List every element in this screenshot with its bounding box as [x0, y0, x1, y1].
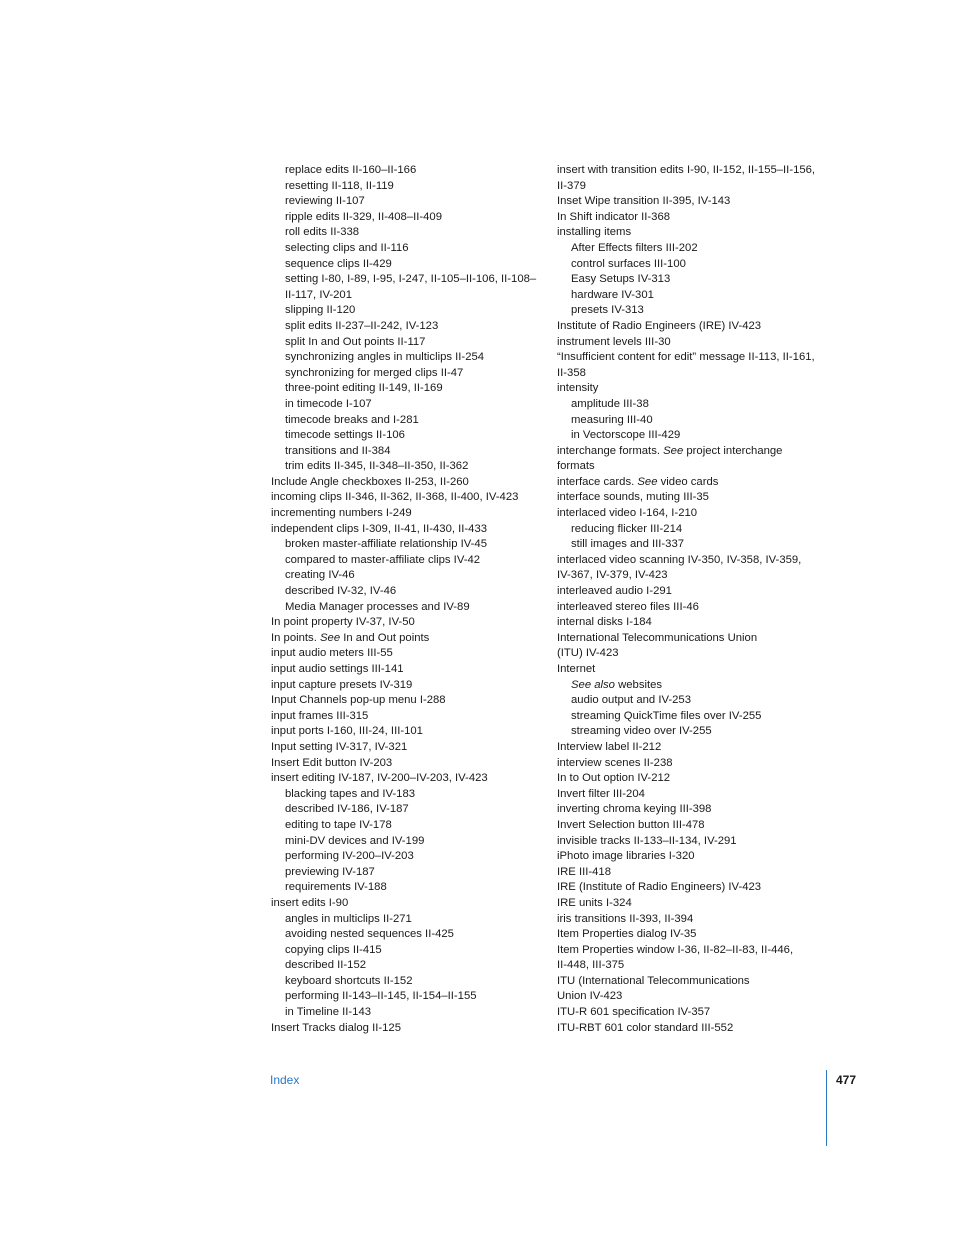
entry-text: blacking tapes and IV-183 — [285, 787, 416, 800]
index-subentry — [557, 241, 837, 257]
entry-text: instrument levels III-30 — [557, 335, 671, 348]
index-subentry — [271, 272, 551, 288]
entry-text: intensity — [557, 382, 599, 395]
index-subentry — [271, 958, 551, 974]
index-subentry — [271, 257, 551, 273]
see-reference: See — [320, 631, 341, 644]
entry-text: described II-152 — [285, 959, 367, 972]
entry-text: performing II-143–II-145, II-154–II-155 — [285, 990, 477, 1003]
see-reference: See also — [571, 678, 615, 691]
entry-text: In point property IV-37, IV-50 — [271, 616, 415, 629]
index-entry — [557, 194, 837, 210]
index-entry — [271, 1021, 551, 1037]
index-subentry — [557, 724, 837, 740]
index-entry — [557, 802, 837, 818]
entry-text: Union IV-423 — [557, 990, 623, 1003]
entry-text: synchronizing for merged clips II-47 — [285, 366, 464, 379]
entry-text: (ITU) IV-423 — [557, 647, 619, 660]
entry-text: In Shift indicator II-368 — [557, 210, 671, 223]
index-subentry — [557, 257, 837, 273]
entry-text: II-358 — [557, 366, 586, 379]
index-entry — [557, 865, 837, 881]
entry-text: internal disks I-184 — [557, 616, 652, 629]
entry-text: In points. — [271, 631, 317, 644]
entry-text: inverting chroma keying III-398 — [557, 803, 712, 816]
entry-text: reviewing II-107 — [285, 195, 365, 208]
index-subentry — [271, 584, 551, 600]
entry-text: copying clips II-415 — [285, 943, 382, 956]
entry-text: insert editing IV-187, IV-200–IV-203, IV-423 — [271, 772, 488, 785]
index-entry — [557, 319, 837, 335]
entry-text: After Effects filters III-202 — [571, 241, 698, 254]
index-entry — [557, 787, 837, 803]
index-entry — [557, 459, 837, 475]
index-subentry — [271, 989, 551, 1005]
index-entry — [271, 506, 551, 522]
index-subentry — [557, 272, 837, 288]
index-subentry — [557, 413, 837, 429]
entry-text: replace edits II-160–II-166 — [285, 164, 417, 176]
index-subentry — [271, 428, 551, 444]
index-subentry — [271, 927, 551, 943]
index-entry — [271, 490, 551, 506]
index-entry — [557, 631, 837, 647]
index-entry — [557, 740, 837, 756]
see-target: In and Out points — [340, 631, 430, 644]
entry-text: input frames III-315 — [271, 709, 369, 722]
index-entry — [557, 818, 837, 834]
entry-text: interface sounds, muting III-35 — [557, 491, 709, 504]
entry-text: interleaved audio I-291 — [557, 585, 672, 598]
entry-text: in Vectorscope III-429 — [571, 429, 681, 442]
index-entry — [271, 771, 551, 787]
entry-text: setting I-80, I-89, I-95, I-247, II-105–II-106, II-108– — [285, 273, 537, 286]
index-subentry — [271, 1005, 551, 1021]
index-subentry — [271, 459, 551, 475]
entry-text: three-point editing II-149, II-169 — [285, 382, 443, 395]
entry-text: IRE III-418 — [557, 865, 611, 878]
entry-text: split edits II-237–II-242, IV-123 — [285, 319, 439, 332]
entry-text: installing items — [557, 226, 632, 239]
index-subentry — [271, 288, 551, 304]
index-subentry — [271, 943, 551, 959]
entry-text: Inset Wipe transition II-395, IV-143 — [557, 195, 731, 208]
entry-text: still images and III-337 — [571, 538, 685, 551]
index-subentry — [271, 568, 551, 584]
index-entry — [557, 974, 837, 990]
entry-text: input audio meters III-55 — [271, 647, 393, 660]
entry-text: mini-DV devices and IV-199 — [285, 834, 425, 847]
entry-text: audio output and IV-253 — [571, 694, 691, 707]
index-entry — [557, 912, 837, 928]
entry-text: roll edits II-338 — [285, 226, 360, 239]
entry-text: independent clips I-309, II-41, II-430, II-433 — [271, 522, 488, 535]
page-number: 477 — [836, 1073, 857, 1087]
entry-text: iris transitions II-393, II-394 — [557, 912, 694, 925]
entry-text: Institute of Radio Engineers (IRE) IV-423 — [557, 319, 762, 332]
entry-text: split In and Out points II-117 — [285, 335, 426, 348]
index-subentry — [271, 225, 551, 241]
index-subentry — [271, 912, 551, 928]
entry-text: Interview label II-212 — [557, 740, 662, 753]
entry-text: Media Manager processes and IV-89 — [285, 600, 470, 613]
index-entry — [557, 444, 837, 460]
entry-text: Invert filter III-204 — [557, 787, 645, 800]
index-subentry — [557, 428, 837, 444]
index-subentry — [271, 553, 551, 569]
index-column-right — [557, 163, 837, 1036]
index-entry — [557, 568, 837, 584]
index-entry — [557, 163, 837, 179]
index-subentry — [271, 179, 551, 195]
entry-text: amplitude III-38 — [571, 397, 649, 410]
entry-text: broken master-affiliate relationship IV-45 — [285, 538, 487, 551]
index-column-left — [271, 163, 551, 1036]
entry-text: International Telecommunications Union — [557, 631, 758, 644]
index-entry — [557, 896, 837, 912]
entry-text: incoming clips II-346, II-362, II-368, II-400, IV-423 — [271, 491, 519, 504]
index-entry — [271, 678, 551, 694]
index-entry — [557, 490, 837, 506]
entry-text: Input Channels pop-up menu I-288 — [271, 694, 446, 707]
index-subentry — [271, 974, 551, 990]
entry-text: streaming QuickTime files over IV-255 — [571, 709, 762, 722]
index-subentry — [271, 366, 551, 382]
index-subentry — [557, 693, 837, 709]
index-entry — [557, 880, 837, 896]
entry-text: creating IV-46 — [285, 569, 355, 582]
entry-text: timecode breaks and I-281 — [285, 413, 419, 426]
index-subentry — [271, 834, 551, 850]
entry-text: synchronizing angles in multiclips II-254 — [285, 351, 485, 364]
index-subentry — [271, 397, 551, 413]
entry-text: angles in multiclips II-271 — [285, 912, 412, 925]
index-entry — [271, 615, 551, 631]
index-subentry — [271, 444, 551, 460]
index-subentry — [271, 849, 551, 865]
entry-text: timecode settings II-106 — [285, 429, 405, 442]
index-subentry — [271, 210, 551, 226]
entry-text: control surfaces III-100 — [571, 257, 686, 270]
see-reference: See — [663, 444, 684, 457]
footer-section-label: Index — [270, 1073, 300, 1087]
entry-text: interview scenes II-238 — [557, 756, 673, 769]
entry-text: hardware IV-301 — [571, 288, 654, 301]
index-entry — [557, 958, 837, 974]
entry-text: slipping II-120 — [285, 304, 356, 317]
index-subentry — [557, 303, 837, 319]
index-entry — [557, 646, 837, 662]
index-entry — [557, 989, 837, 1005]
index-entry — [557, 615, 837, 631]
index-subentry — [271, 381, 551, 397]
index-subentry — [557, 709, 837, 725]
index-entry — [557, 927, 837, 943]
index-entry — [557, 366, 837, 382]
entry-text: ripple edits II-329, II-408–II-409 — [285, 210, 442, 223]
index-entry — [271, 693, 551, 709]
see-reference: See — [637, 475, 658, 488]
index-entry — [271, 631, 551, 647]
entry-text: formats — [557, 460, 595, 473]
index-entry — [557, 584, 837, 600]
index-entry — [557, 475, 837, 491]
entry-text: input audio settings III-141 — [271, 663, 404, 675]
see-target: video cards — [657, 475, 719, 488]
entry-text: insert edits I-90 — [271, 896, 349, 909]
entry-text: keyboard shortcuts II-152 — [285, 974, 413, 987]
entry-text: performing IV-200–IV-203 — [285, 850, 414, 863]
entry-text: input ports I-160, III-24, III-101 — [271, 725, 423, 738]
entry-text: Include Angle checkboxes II-253, II-260 — [271, 475, 469, 488]
index-entry — [557, 506, 837, 522]
index-entry — [557, 179, 837, 195]
index-entry — [557, 849, 837, 865]
entry-text: Insert Edit button IV-203 — [271, 756, 393, 769]
entry-text: sequence clips II-429 — [285, 257, 392, 270]
entry-text: insert with transition edits I-90, II-152, II-155–II-156, — [557, 164, 816, 176]
see-target: project interchange — [683, 444, 783, 457]
entry-text: described IV-32, IV-46 — [285, 585, 397, 598]
entry-text: incrementing numbers I-249 — [271, 507, 412, 520]
entry-text: interchange formats. — [557, 444, 660, 457]
entry-text: input capture presets IV-319 — [271, 678, 413, 691]
entry-text: Item Properties dialog IV-35 — [557, 928, 697, 941]
index-subentry — [271, 413, 551, 429]
entry-text: compared to master-affiliate clips IV-42 — [285, 553, 481, 566]
entry-text: ITU (International Telecommunications — [557, 974, 750, 987]
index-entry — [271, 709, 551, 725]
index-subentry — [557, 397, 837, 413]
index-entry — [557, 210, 837, 226]
index-entry — [557, 771, 837, 787]
index-entry — [271, 522, 551, 538]
index-entry — [557, 756, 837, 772]
index-entry — [271, 662, 551, 678]
index-entry — [271, 896, 551, 912]
entry-text: transitions and II-384 — [285, 444, 391, 457]
entry-text: requirements IV-188 — [285, 881, 387, 894]
entry-text: In to Out option IV-212 — [557, 772, 671, 785]
entry-text: Item Properties window I-36, II-82–II-83, II-446, — [557, 943, 794, 956]
index-entry — [557, 600, 837, 616]
entry-text: IV-367, IV-379, IV-423 — [557, 569, 668, 582]
index-entry — [557, 1021, 837, 1037]
index-subentry — [271, 241, 551, 257]
entry-text: “Insufficient content for edit” message II-113, II-161, — [557, 351, 815, 364]
see-target: websites — [614, 678, 663, 691]
index-entry — [271, 724, 551, 740]
index-subentry — [271, 335, 551, 351]
index-entry — [557, 834, 837, 850]
index-entry — [271, 740, 551, 756]
index-subentry — [271, 163, 551, 179]
entry-text: editing to tape IV-178 — [285, 818, 392, 831]
entry-text: Insert Tracks dialog II-125 — [271, 1021, 401, 1034]
entry-text: described IV-186, IV-187 — [285, 803, 409, 816]
index-entry — [271, 475, 551, 491]
entry-text: II-117, IV-201 — [285, 288, 352, 301]
entry-text: IRE units I-324 — [557, 896, 632, 909]
index-entry — [557, 662, 837, 678]
index-entry — [271, 756, 551, 772]
index-entry — [557, 350, 837, 366]
entry-text: previewing IV-187 — [285, 865, 375, 878]
entry-text: iPhoto image libraries I-320 — [557, 850, 695, 863]
entry-text: interlaced video I-164, I-210 — [557, 507, 698, 520]
index-entry — [557, 225, 837, 241]
index-subentry — [271, 303, 551, 319]
entry-text: II-448, III-375 — [557, 959, 625, 972]
index-entry — [557, 553, 837, 569]
entry-text: II-379 — [557, 179, 586, 192]
index-entry — [557, 1005, 837, 1021]
entry-text: invisible tracks II-133–II-134, IV-291 — [557, 834, 737, 847]
footer-divider — [826, 1070, 827, 1146]
entry-text: in Timeline II-143 — [285, 1006, 372, 1019]
entry-text: Easy Setups IV-313 — [571, 273, 671, 286]
index-entry — [557, 335, 837, 351]
index-subentry — [271, 194, 551, 210]
entry-text: resetting II-118, II-119 — [285, 179, 394, 192]
index-subentry — [271, 802, 551, 818]
entry-text: Input setting IV-317, IV-321 — [271, 740, 408, 753]
index-subentry — [271, 319, 551, 335]
entry-text: measuring III-40 — [571, 413, 653, 426]
index-entry — [557, 943, 837, 959]
index-subentry — [557, 678, 837, 694]
index-entry — [557, 381, 837, 397]
entry-text: Invert Selection button III-478 — [557, 818, 705, 831]
entry-text: ITU-R 601 specification IV-357 — [557, 1006, 711, 1019]
index-subentry — [271, 818, 551, 834]
entry-text: reducing flicker III-214 — [571, 522, 683, 535]
entry-text: streaming video over IV-255 — [571, 725, 712, 738]
entry-text: interlaced video scanning IV-350, IV-358, IV-359, — [557, 553, 802, 566]
entry-text: selecting clips and II-116 — [285, 241, 409, 254]
index-subentry — [271, 865, 551, 881]
entry-text: interface cards. — [557, 475, 635, 488]
index-subentry — [271, 350, 551, 366]
entry-text: Internet — [557, 663, 596, 675]
entry-text: ITU-RBT 601 color standard III-552 — [557, 1021, 734, 1034]
index-subentry — [557, 522, 837, 538]
entry-text: avoiding nested sequences II-425 — [285, 928, 454, 941]
entry-text: trim edits II-345, II-348–II-350, II-362 — [285, 460, 469, 473]
index-subentry — [271, 880, 551, 896]
index-subentry — [557, 537, 837, 553]
index-subentry — [271, 600, 551, 616]
entry-text: presets IV-313 — [571, 304, 644, 317]
entry-text: interleaved stereo files III-46 — [557, 600, 699, 613]
index-subentry — [271, 537, 551, 553]
index-subentry — [271, 787, 551, 803]
entry-text: in timecode I-107 — [285, 397, 372, 410]
entry-text: IRE (Institute of Radio Engineers) IV-423 — [557, 881, 762, 894]
index-subentry — [557, 288, 837, 304]
index-entry — [271, 646, 551, 662]
